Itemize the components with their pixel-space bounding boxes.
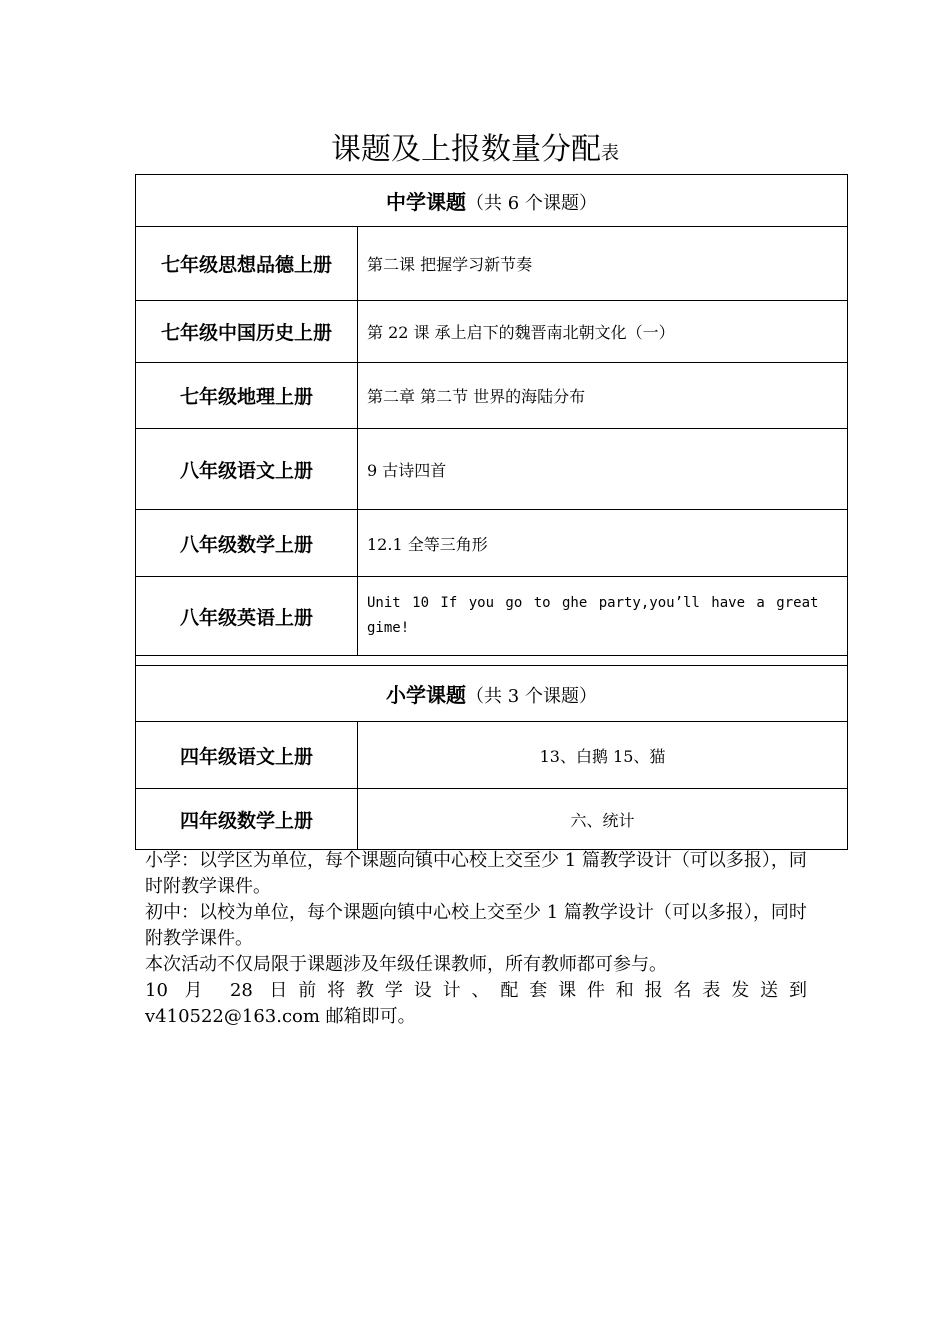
title-suffix: 表 — [601, 143, 619, 164]
primary-school-section-title: 小学课题（共 3 个课题） — [136, 666, 848, 722]
note-email: v410522@163.com 邮箱即可。 — [145, 1006, 416, 1027]
topic-cell: 第二章 第二节 世界的海陆分布 — [358, 363, 848, 429]
topic-cell: Unit 10 If you go to ghe party,you’ll have a great gime! — [358, 577, 848, 656]
middle-school-header-row — [136, 175, 848, 227]
title-main: 课题及上报数量分配 — [331, 132, 601, 167]
table-row — [136, 789, 848, 850]
subject-cell: 七年级地理上册 — [136, 363, 358, 429]
subject-cell: 八年级数学上册 — [136, 510, 358, 577]
note-scope: 本次活动不仅局限于课题涉及年级任课教师，所有教师都可参与。 — [145, 954, 667, 975]
topic-cell: 第 22 课 承上启下的魏晋南北朝文化（一） — [358, 301, 848, 363]
topic-cell: 六、统计 — [358, 789, 848, 850]
subject-cell: 七年级中国历史上册 — [136, 301, 358, 363]
page-title — [0, 130, 950, 174]
subject-cell: 八年级英语上册 — [136, 577, 358, 656]
table-row — [136, 722, 848, 789]
subject-cell: 八年级语文上册 — [136, 429, 358, 510]
table-row — [136, 429, 848, 510]
note-middle: 初中：以校为单位，每个课题向镇中心校上交至少 1 篇教学设计（可以多报），同时附教学课件。 — [145, 902, 807, 949]
topic-cell: 第二课 把握学习新节奏 — [358, 227, 848, 301]
section-divider — [136, 656, 848, 666]
topic-cell: 12.1 全等三角形 — [358, 510, 848, 577]
note-primary: 小学：以学区为单位，每个课题向镇中心校上交至少 1 篇教学设计（可以多报），同时附教学课件。 — [145, 850, 807, 897]
topics-table — [135, 174, 848, 850]
table-row — [136, 363, 848, 429]
notes-block — [145, 848, 807, 1030]
note-deadline: 10 月 28 日前将教学设计、配套课件和报名表发送到 — [145, 980, 807, 1001]
topic-cell: 13、白鹅 15、猫 — [358, 722, 848, 789]
subject-cell: 四年级数学上册 — [136, 789, 358, 850]
subject-cell: 七年级思想品德上册 — [136, 227, 358, 301]
topic-cell: 9 古诗四首 — [358, 429, 848, 510]
table-row — [136, 227, 848, 301]
table-row — [136, 577, 848, 656]
middle-school-section-title: 中学课题（共 6 个课题） — [136, 175, 848, 227]
subject-cell: 四年级语文上册 — [136, 722, 358, 789]
table-row — [136, 301, 848, 363]
primary-school-header-row — [136, 666, 848, 722]
table-row — [136, 510, 848, 577]
